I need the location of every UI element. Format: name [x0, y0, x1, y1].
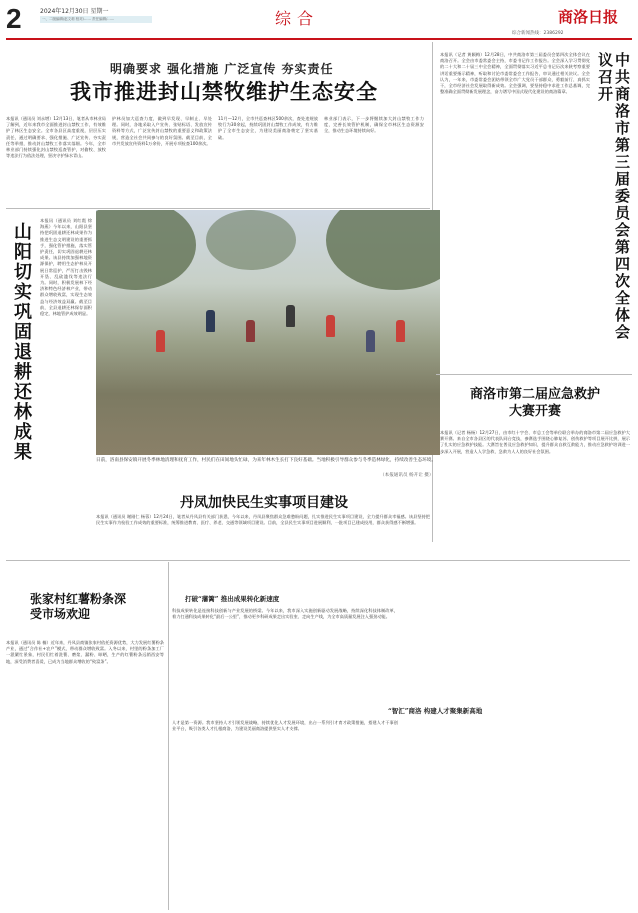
shanyang-body: 本报讯（通讯员 刘红霞 徐海燕）今年以来，山阳县坚持把巩固退耕还林成果作为推进生态文明建设的重要抓手，强化管护措施，落实管护责任，切实巩固退耕还林成果。该县持续加强林地资源保护，聘用生态护林员开展日常巡护，严厉打击毁林开垦、乱砍滥伐等违法行为。同时，积极发展林下经济和特色经济林产业，带动群众增收致富，实现生态效益与经济效益双赢。截至目前，全县退耕还林保存面积稳定，林地管护成效明显。 — [40, 218, 92, 317]
main-story-col4: 林业部门表示，下一步将继续加大封山禁牧工作力度，完善长效管护机制，确保全市林区生态资源安全，推动生态环境持续向好。 — [324, 116, 424, 134]
section-divider — [6, 208, 430, 209]
plenary-body: 本报讯（记者 黄颖梅）12月28日，中共商洛市第三届委员会第四次全体会议在商洛召开。全会由市委常委会主持，市委书记作工作报告。全会深入学习贯彻党的二十大和二十届三中全会精神，全面贯彻落实习近平总书记历次来陕考察重要讲话重要指示精神，听取和讨论市委常委会工作报告，审议通过相关决议。全会认为，一年来，市委常委会团结带领全市广大党员干部群众，勇毅前行、真抓实干，全市经济社会发展取得新成效。全会强调，要坚持稳中求进工作总基调，完整准确全面贯彻新发展理念，奋力谱写中国式现代化建设的商洛篇章。 — [440, 52, 590, 95]
editor-bar: 一、二版编辑/赵文莉 校对/…… 责任编辑/…… — [40, 16, 152, 23]
middle-body-1: 科技成果转化是连接科技创新与产业发展的桥梁。今年以来，我市深入实施创新驱动发展战略，持续深化科技体制改革，着力打通科技成果转化“最后一公里”，推动更多科研成果走出实验室、走向生产线，为全市高质量发展注入强劲动能。 — [172, 608, 398, 620]
main-headline: 我市推进封山禁牧维护生态安全 — [70, 79, 378, 104]
middle-body-2: 人才是第一资源。我市坚持人才引领发展战略，持续优化人才发展环境，出台一系列引才育才政策措施，搭建人才干事创业平台，吸引各类人才扎根商洛，为建设美丽商洛提供坚实人才支撑。 — [172, 720, 398, 732]
rescue-body: 本报讯（记者 杨杨）12月27日，由市红十字会、市总工会等单位联合举办的商洛市第二届应急救护大赛开赛。来自全市各县区的代表队同台竞技，参赛选手围绕心肺复苏、创伤救护等项目展开比拼，展示了扎实的应急救护技能。大赛旨在普及应急救护知识，提升群众自救互救能力，推动应急救护培训进一步深入开展，营造人人学急救、急救为人人的良好社会氛围。 — [440, 430, 630, 454]
photo-credit: （本报通讯员 杨开让 摄） — [380, 473, 434, 478]
right-divider — [436, 374, 632, 375]
issue-date: 2024年12月30日 星期一 — [40, 8, 109, 15]
plenary-headline: 中共商洛市第三届委员会第四次全体会议召开 — [596, 52, 631, 341]
zhangjia-headline: 张家村红薯粉条深受市场欢迎 — [30, 592, 127, 621]
danfeng-headline: 丹凤加快民生实事项目建设 — [180, 495, 348, 511]
main-story-col1: 本报讯（通讯员 刘永增）12月13日，笔者从市林业局了解到，近年来我市全面推进封山禁牧工作，有效维护了林区生态安全。全市各县区高度重视，层层压实责任，通过明确要求、强化措施、广泛宣传、夯实责任等举措，推动封山禁牧工作落实落细。今年，全市林业部门持续强化封山禁牧巡查管护，对偷牧、放牧等违法行为依法处理，坚决守护绿水青山。 — [6, 116, 106, 159]
middle-subhead-1: 打破“藩篱” 推出成果转化新速度 — [185, 595, 280, 603]
middle-subhead-2: “智汇”商洛 构建人才聚集新高地 — [388, 707, 483, 715]
zhangjia-body: 本报讯（通讯员 陈 楠）近年来，丹凤县商镇张家村依托资源优势，大力发展红薯粉条产业，通过“合作社+农户”模式，带动群众增收致富。入冬以来，村里的粉条加工厂一派繁忙景象，村民们忙着洗薯、磨浆、漏粉、晾晒，生产的红薯粉条远销西安等地，深受消费者喜爱，已成为当地群众增收的“致富条”。 — [6, 640, 164, 664]
column-divider-lower — [168, 562, 169, 910]
danfeng-body: 本报讯（通讯员 谢刚仁 杨蓉）12月24日，笔者从丹凤县有关部门获悉，今年以来，丹凤县聚焦群众急难愁盼问题，扎实推进民生实事项目建设，全力提升群众幸福感。该县坚持把民生实事作为检验工作成效的重要标准，统筹推进教育、医疗、养老、交通等领域项目建设。目前，全县民生实事项目进展顺利，一批项目已建成投用，群众获得感不断增强。 — [96, 514, 430, 526]
hotline-info: 综合新闻热线：2386292 — [512, 31, 564, 36]
shanyang-headline: 山阳切实巩固退耕还林成果 — [11, 222, 32, 462]
rescue-headline: 商洛市第二届应急救护大赛开赛 — [470, 387, 601, 419]
newspaper-logo: 商洛日报 — [558, 8, 619, 26]
section-title: 综合 — [275, 9, 320, 28]
main-story-col3: 11月—12月，全市共巡查林区500余次，查处违规放牧行为30余起，持续巩固封山禁牧工作成效，有力维护了全市生态安全，为建设美丽商洛奠定了坚实基础。 — [218, 116, 318, 140]
main-kicker: 明确要求 强化措施 广泛宣传 夯实责任 — [110, 62, 334, 76]
photo-caption: 日前，洛南县保安镇开展冬季林地清理和抚育工作，村民们在田间地头忙碌，为来年林木生长打下良好基础。当地积极引导群众参与冬季造林绿化，持续改善生态环境。 — [96, 458, 436, 463]
page-number: 2 — [6, 3, 22, 34]
main-story-col2: 护林员加大巡查力度，做到早发现、早制止、早处理。同时，各地采取入户宣传、张贴标语、发放宣传资料等方式，广泛宣传封山禁牧的重要意义和政策法规，营造全社会共同参与的良好氛围。截至目前，全市共发放宣传资料1万余份，开展专项检查100余次。 — [112, 116, 212, 146]
masthead-rule — [6, 38, 632, 40]
forest-work-photo — [96, 210, 440, 455]
